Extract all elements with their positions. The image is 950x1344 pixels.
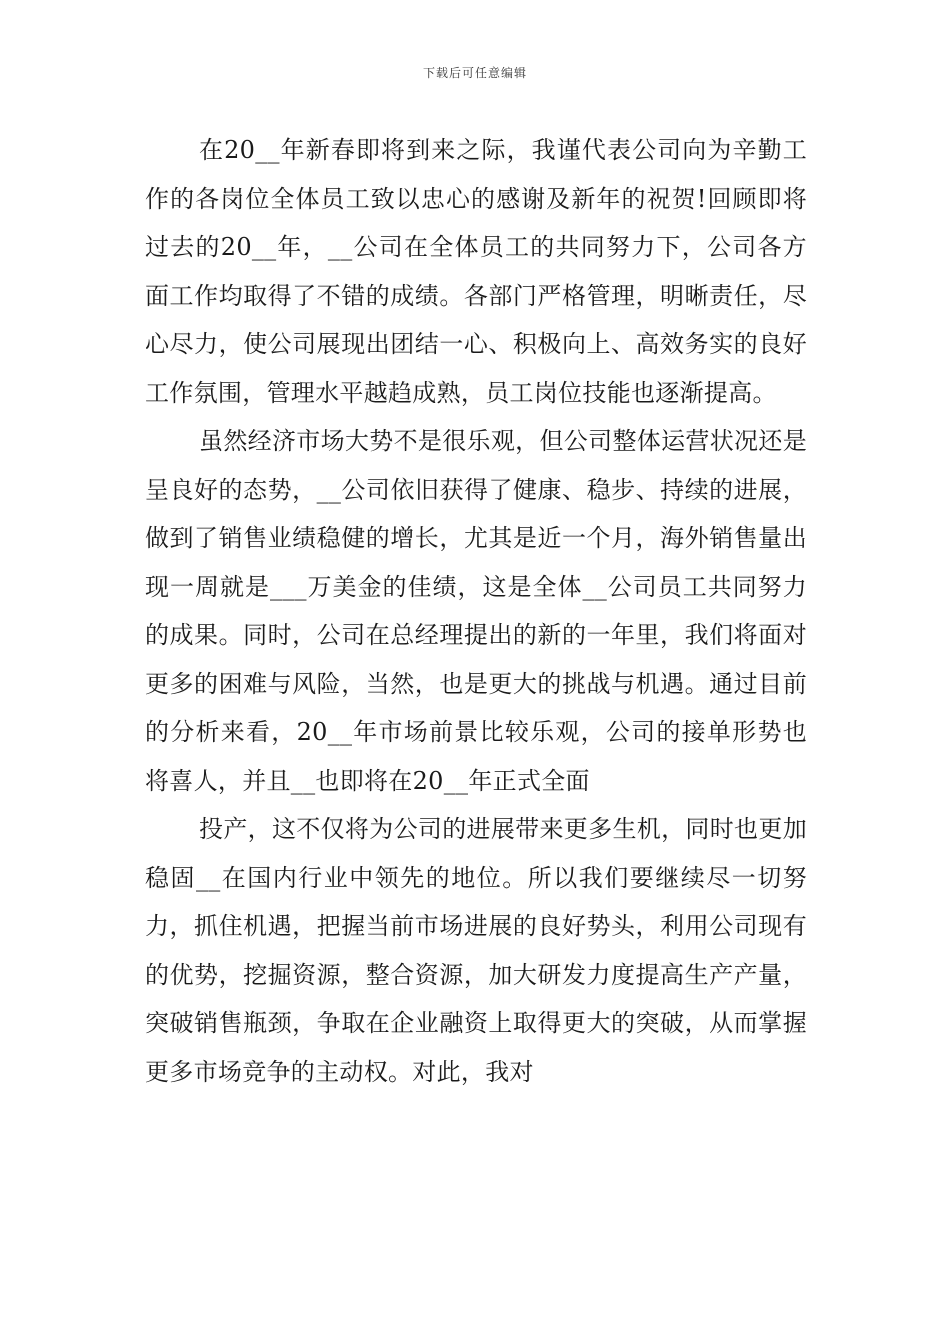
paragraph-3: 投产，这不仅将为公司的进展带来更多生机，同时也更加稳固__在国内行业中领先的地位。所以我们要继续尽一切努力，抓住机遇，把握当前市场进展的良好势头，利用公司现有的优势，挖掘资源，整合资源，加大研发力度提高生产产量，突破销售瓶颈，争取在企业融资上取得更大的突破，从而掌握更多市场竞争的主动权。对此，我对 <box>145 815 807 1086</box>
paragraph-2: 虽然经济市场大势不是很乐观，但公司整体运营状况还是呈良好的态势，__公司依旧获得了健康、稳步、持续的进展，做到了销售业绩稳健的增长，尤其是近一个月，海外销售量出现一周就是___万美金的佳绩，这是全体__公司员工共同努力的成果。同时，公司在总经理提出的新的一年里，我们将面对更多的困难与风险，当然，也是更大的挑战与机遇。通过目前的分析来看，20__年市场前景比较乐观，公司的接单形势也将喜人，并且__也即将在20__年正式全面 <box>145 427 807 795</box>
page-header: 下载后可任意编辑 <box>422 66 527 80</box>
document-body <box>145 126 807 1096</box>
paragraph-1: 在20__年新春即将到来之际，我谨代表公司向为辛勤工作的各岗位全体员工致以忠心的感谢及新年的祝贺!回顾即将过去的20__年，__公司在全体员工的共同努力下，公司各方面工作均取得了不错的成绩。各部门严格管理，明晰责任，尽心尽力，使公司展现出团结一心、积极向上、高效务实的良好工作氛围，管理水平越趋成熟，员工岗位技能也逐渐提高。 <box>145 136 807 407</box>
